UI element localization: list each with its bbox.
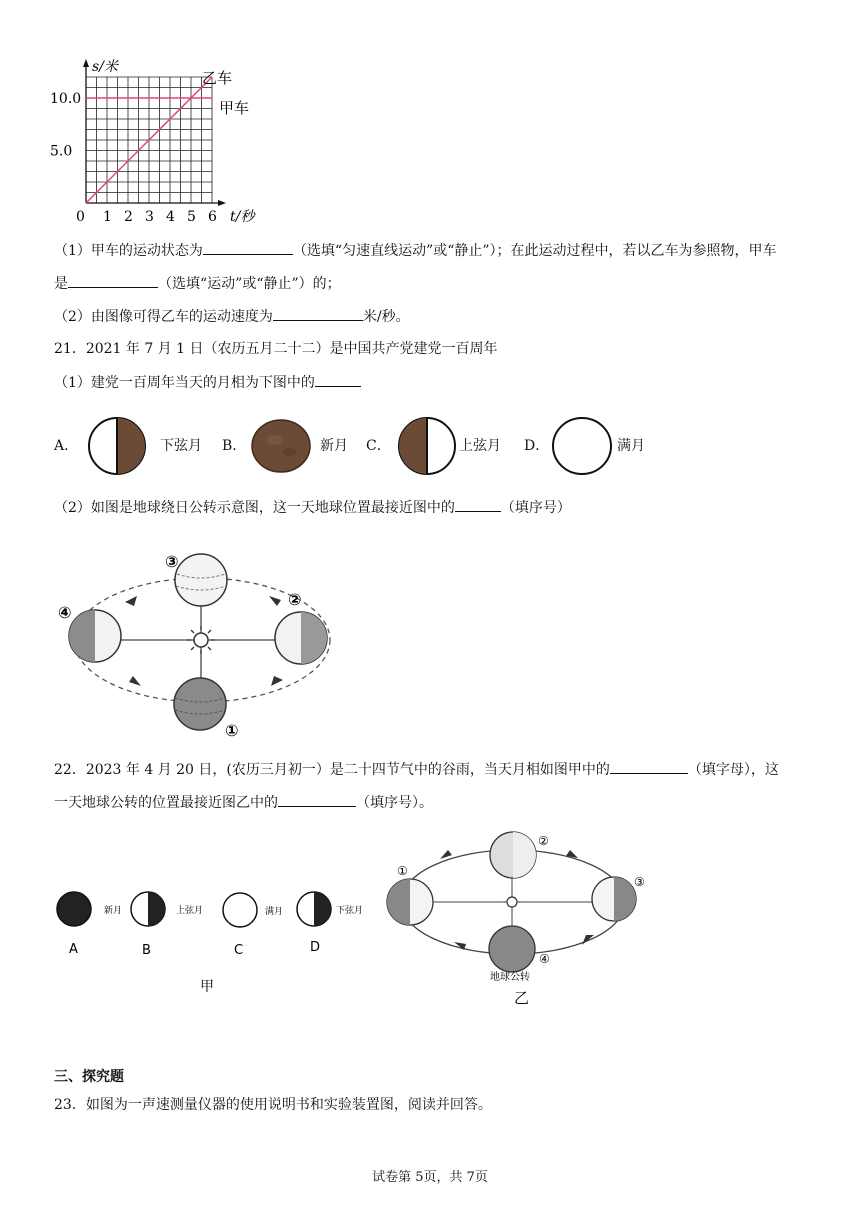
moon-c-label: 满月 xyxy=(265,907,284,917)
q21-stem: 21．2021 年 7 月 1 日（农历五月二十二）是中国共产党建党一百周年 xyxy=(54,341,498,357)
earth-position-2 xyxy=(490,832,536,878)
orbit1-label-1: ① xyxy=(225,721,239,740)
orbit2-label-3: ③ xyxy=(634,875,645,889)
x-tick-label: 4 xyxy=(166,209,175,225)
orbit-arrow xyxy=(440,850,452,859)
answer-blank[interactable] xyxy=(68,273,158,288)
q22-text-b: （填字母），这 xyxy=(687,762,779,778)
orbit-arrow xyxy=(582,935,594,945)
q20-p1-text-b: （选填“匀速直线运动”或“静止”）；在此运动过程中，若以乙车为参照物，甲车 xyxy=(292,243,777,259)
q21-p2-text-b: （填序号） xyxy=(500,500,571,516)
earth-position-1 xyxy=(387,879,433,925)
moon-new-icon xyxy=(250,418,312,474)
y-axis-arrow xyxy=(83,59,89,67)
sun-icon xyxy=(502,892,522,912)
q20-p1-text-a: （1）甲车的运动状态为 xyxy=(54,243,203,259)
q23-stem: 23．如图为一声速测量仪器的使用说明书和实验装置图，阅读并回答。 xyxy=(54,1097,492,1113)
orbit-caption: 地球公转 xyxy=(490,972,530,983)
moon-c-icon xyxy=(223,893,257,927)
earth-orbit-diagram-2 xyxy=(382,825,652,1010)
q20-p2-text-b: 米/秒。 xyxy=(362,309,410,325)
orbit-arrow xyxy=(129,676,141,686)
x-tick-label: 1 xyxy=(103,209,112,225)
earth-position-1 xyxy=(174,678,226,730)
x-tick-label: 2 xyxy=(124,209,133,225)
earth-position-3 xyxy=(175,554,227,606)
option-d-letter: D． xyxy=(524,438,550,454)
moon-b-label: 上弦月 xyxy=(176,906,204,916)
q22-line2 xyxy=(54,792,433,813)
moon-a-label: 新月 xyxy=(104,906,123,916)
moon-c-letter: C xyxy=(234,943,244,958)
orbit1-label-3: ③ xyxy=(165,552,179,571)
x-axis-label: t/秒 xyxy=(230,209,255,225)
orbit1-label-4: ④ xyxy=(58,603,72,622)
answer-blank[interactable] xyxy=(278,792,356,807)
line-b-label: 乙车 xyxy=(202,69,233,87)
section-title: 三、探究题 xyxy=(54,1069,124,1085)
earth-position-3 xyxy=(592,877,636,921)
q21-p1-text: （1）建党一百周年当天的月相为下图中的 xyxy=(54,375,315,391)
q21-p2-text-a: （2）如图是地球绕日公转示意图，这一天地球位置最接近图中的 xyxy=(54,500,455,516)
moon-first-quarter-icon xyxy=(396,416,458,476)
answer-blank[interactable] xyxy=(273,306,363,321)
orbit-arrow xyxy=(271,676,283,686)
q20-p1-text-d: （选填“运动”或“静止”）的； xyxy=(158,276,341,292)
q20-part2 xyxy=(54,306,410,327)
moon-b-icon xyxy=(131,892,165,926)
x-axis-arrow xyxy=(218,200,226,206)
option-d-label: 满月 xyxy=(617,438,645,454)
x-tick-label: 0 xyxy=(76,209,85,225)
figure-jia-caption: 甲 xyxy=(200,979,214,995)
q21-part2 xyxy=(54,497,571,518)
x-tick-label: 3 xyxy=(145,209,154,225)
y-tick-label: 5.0 xyxy=(50,143,73,160)
q21-part1 xyxy=(54,372,361,393)
q20-part1-cont xyxy=(54,273,341,294)
answer-blank[interactable] xyxy=(610,759,688,774)
y-tick-label: 10.0 xyxy=(50,91,82,107)
moon-a-icon xyxy=(57,892,91,926)
moon-a-letter: A xyxy=(69,942,78,957)
orbit-arrow xyxy=(454,942,466,950)
answer-blank[interactable] xyxy=(203,240,293,255)
orbit2-label-1: ① xyxy=(397,864,408,878)
answer-blank[interactable] xyxy=(315,372,361,387)
moon-phase-figure-jia xyxy=(56,885,376,995)
moon-d-icon xyxy=(297,892,331,926)
q22-text-c: 一天地球公转的位置最接近图乙中的 xyxy=(54,795,278,811)
q20-p1-text-c: 是 xyxy=(54,276,68,292)
moon-waning-crescent-icon xyxy=(86,416,148,476)
figure-yi-caption: 乙 xyxy=(514,989,530,1007)
orbit-arrow xyxy=(125,596,137,606)
earth-orbit-diagram-1 xyxy=(55,540,355,740)
q22-line1 xyxy=(54,759,779,780)
x-tick-label: 5 xyxy=(187,209,196,225)
moon-b-letter: B xyxy=(142,943,151,958)
option-b-label: 新月 xyxy=(320,438,348,454)
moon-full-icon xyxy=(550,416,614,476)
answer-blank[interactable] xyxy=(455,497,501,512)
option-c-label: 上弦月 xyxy=(459,438,501,454)
option-a-label: 下弦月 xyxy=(160,438,202,454)
orbit2-label-2: ② xyxy=(538,834,549,848)
earth-position-4 xyxy=(69,610,121,662)
graph-ticks xyxy=(50,91,217,225)
q22-text-d: （填序号）。 xyxy=(356,795,433,811)
q22-text-a: 22．2023 年 4 月 20 日，(农历三月初一）是二十四节气中的谷雨，当天月相如图甲中的 xyxy=(54,762,610,778)
page-footer: 试卷第 5页，共 7页 xyxy=(372,1170,488,1185)
option-b-letter: B． xyxy=(222,438,247,454)
moon-d-label: 下弦月 xyxy=(336,906,364,916)
x-tick-label: 6 xyxy=(208,209,217,225)
line-a-label: 甲车 xyxy=(219,99,250,117)
y-axis-label: s/米 xyxy=(92,59,118,75)
orbit-arrow xyxy=(269,596,281,606)
s-t-graph xyxy=(50,55,270,230)
option-a-letter: A． xyxy=(54,438,79,454)
orbit2-label-4: ④ xyxy=(539,952,550,966)
q20-part1 xyxy=(54,240,777,261)
earth-position-4 xyxy=(489,926,535,972)
orbit1-label-2: ② xyxy=(288,590,302,609)
moon-d-letter: D xyxy=(310,940,321,955)
q20-p2-text-a: （2）由图像可得乙车的运动速度为 xyxy=(54,309,273,325)
option-c-letter: C． xyxy=(366,438,391,454)
earth-position-2 xyxy=(275,612,327,664)
